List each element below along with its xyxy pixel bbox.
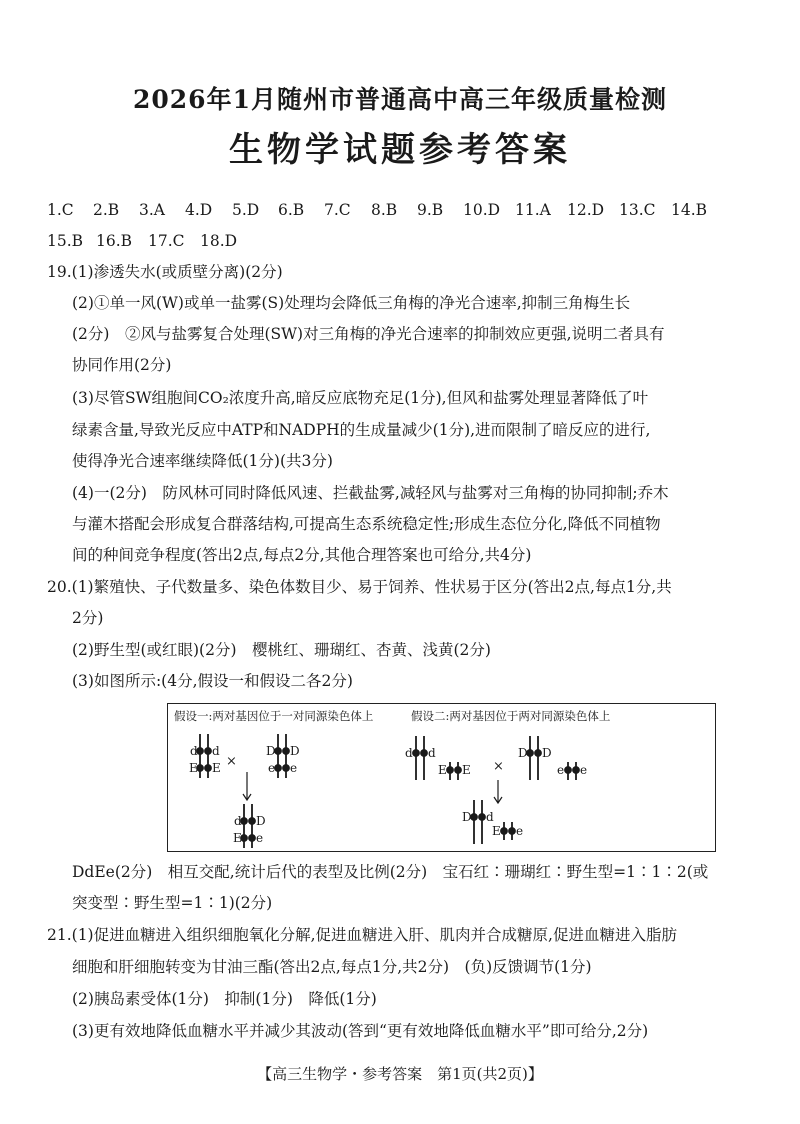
cross-symbol: × <box>493 759 504 774</box>
q20-part3-answer-line: DdEe(2分) 相互交配,统计后代的表型及比例(2分) 宝石红∶珊瑚红∶野生型=1∶1∶2(或 <box>72 863 709 881</box>
gene-label: E <box>492 824 501 838</box>
hyp1-parent-left <box>197 734 211 778</box>
hyp2-arrow <box>494 780 502 803</box>
mcq-answer: 13.C <box>619 201 656 219</box>
q21-part1-line: 细胞和肝细胞转变为甘油三酯(答出2点,每点1分,共2分) (负)反馈调节(1分) <box>72 958 592 976</box>
q20-part1-line: 2分) <box>72 609 104 627</box>
gene-label: D <box>256 814 266 828</box>
gene-label: E <box>438 763 447 777</box>
mcq-answer: 3.A <box>139 201 165 219</box>
gene-label: D <box>290 744 300 758</box>
mcq-answer: 7.C <box>324 201 351 219</box>
q20-part3: (3)如图所示:(4分,假设一和假设二各2分) <box>72 672 353 690</box>
gene-label: D <box>266 744 276 758</box>
mcq-answer: 9.B <box>417 201 444 219</box>
gene-label: E <box>212 761 221 775</box>
gene-label: d <box>190 744 198 758</box>
mcq-answer: 11.A <box>515 201 551 219</box>
mcq-answer: 14.B <box>671 201 708 219</box>
q19-part2-line: 协同作用(2分) <box>72 356 172 374</box>
q19-part3-line: 使得净光合速率继续降低(1分)(共3分) <box>72 452 333 470</box>
gene-label: D <box>462 810 472 824</box>
hyp1-parent-right <box>275 734 289 778</box>
gene-label: D <box>518 746 528 760</box>
chromosome-diagram-svg <box>168 704 717 853</box>
hyp1-offspring <box>241 804 255 848</box>
mcq-answer: 15.B <box>47 232 84 250</box>
gene-label: e <box>557 763 565 777</box>
mcq-answer: 2.B <box>93 201 120 219</box>
gene-label: e <box>268 761 276 775</box>
mcq-answer: 6.B <box>278 201 305 219</box>
mcq-row-1 <box>47 200 707 220</box>
chromosome-diagram <box>167 703 716 852</box>
gene-label: E <box>233 831 242 845</box>
mcq-row-2 <box>47 231 237 251</box>
hyp2-parent-left <box>413 736 461 780</box>
q19-part2-line: (2)①单一风(W)或单一盐雾(S)处理均会降低三角梅的净光合速率,抑制三角梅生长 <box>72 294 631 312</box>
gene-label: d <box>234 814 242 828</box>
q19-part2-line: (2分) ②风与盐雾复合处理(SW)对三角梅的净光合速率的抑制效应更强,说明二者具有 <box>72 325 665 343</box>
page-footer: 【高三生物学・参考答案 第1页(共2页)】 <box>257 1065 543 1083</box>
hypothesis-2-title: 假设二:两对基因位于两对同源染色体上 <box>411 709 611 723</box>
gene-label: e <box>580 763 588 777</box>
gene-label: E <box>189 761 198 775</box>
hypothesis-1-title: 假设一:两对基因位于一对同源染色体上 <box>174 709 374 723</box>
q19-part3-line: 绿素含量,导致光反应中ATP和NADPH的生成量减少(1分),进而限制了暗反应的进行, <box>72 421 651 439</box>
q19-part3-line: (3)尽管SW组胞间CO₂浓度升高,暗反应底物充足(1分),但风和盐雾处理显著降低了叶 <box>72 389 649 407</box>
answer-key-title: 生物学试题参考答案 <box>229 130 571 170</box>
mcq-answer: 8.B <box>371 201 398 219</box>
mcq-answer: 16.B <box>96 232 133 250</box>
gene-label: e <box>290 761 298 775</box>
gene-label: d <box>212 744 220 758</box>
mcq-answer: 17.C <box>148 232 185 250</box>
hyp1-arrow <box>243 772 251 800</box>
q20-part3-answer-line: 突变型∶野生型=1∶1)(2分) <box>72 894 273 912</box>
mcq-answer: 5.D <box>232 201 260 219</box>
q19-part4-line: 与灌木搭配会形成复合群落结构,可提高生态系统稳定性;形成生态位分化,降低不同植物 <box>72 515 661 533</box>
gene-label: d <box>405 746 413 760</box>
hyp2-parent-right <box>527 736 579 780</box>
gene-label: D <box>542 746 552 760</box>
q20-part2: (2)野生型(或红眼)(2分) 樱桃红、珊瑚红、杏黄、浅黄(2分) <box>72 641 491 659</box>
mcq-answer: 18.D <box>200 232 238 250</box>
mcq-answer: 12.D <box>567 201 605 219</box>
q19-part1: 19.(1)渗透失水(或质壁分离)(2分) <box>47 263 283 281</box>
gene-label: e <box>256 831 264 845</box>
gene-label: d <box>486 810 494 824</box>
gene-label: E <box>462 763 471 777</box>
gene-label: d <box>428 746 436 760</box>
q21-part1-line: 21.(1)促进血糖进入组织细胞氧化分解,促进血糖进入肝、肌肉并合成糖原,促进血糖进入脂肪 <box>47 926 677 944</box>
gene-label: e <box>516 824 524 838</box>
q19-part4-line: 间的种间竞争程度(答出2点,每点2分,其他合理答案也可给分,共4分) <box>72 546 532 564</box>
q19-part4-line: (4)一(2分) 防风林可同时降低风速、拦截盐雾,减轻风与盐雾对三角梅的协同抑制;乔木 <box>72 484 669 502</box>
exam-title: 2026年1月随州市普通高中高三年级质量检测 <box>133 85 667 114</box>
q21-part2: (2)胰岛素受体(1分) 抑制(1分) 降低(1分) <box>72 990 377 1008</box>
mcq-answer: 10.D <box>463 201 501 219</box>
mcq-answer: 4.D <box>185 201 213 219</box>
mcq-answer: 1.C <box>47 201 74 219</box>
q20-part1-line: 20.(1)繁殖快、子代数量多、染色体数目少、易于饲养、性状易于区分(答出2点,每点1分,共 <box>47 578 672 596</box>
cross-symbol: × <box>226 754 237 769</box>
q21-part3: (3)更有效地降低血糖水平并减少其波动(答到“更有效地降低血糖水平”即可给分,2分) <box>72 1022 649 1040</box>
